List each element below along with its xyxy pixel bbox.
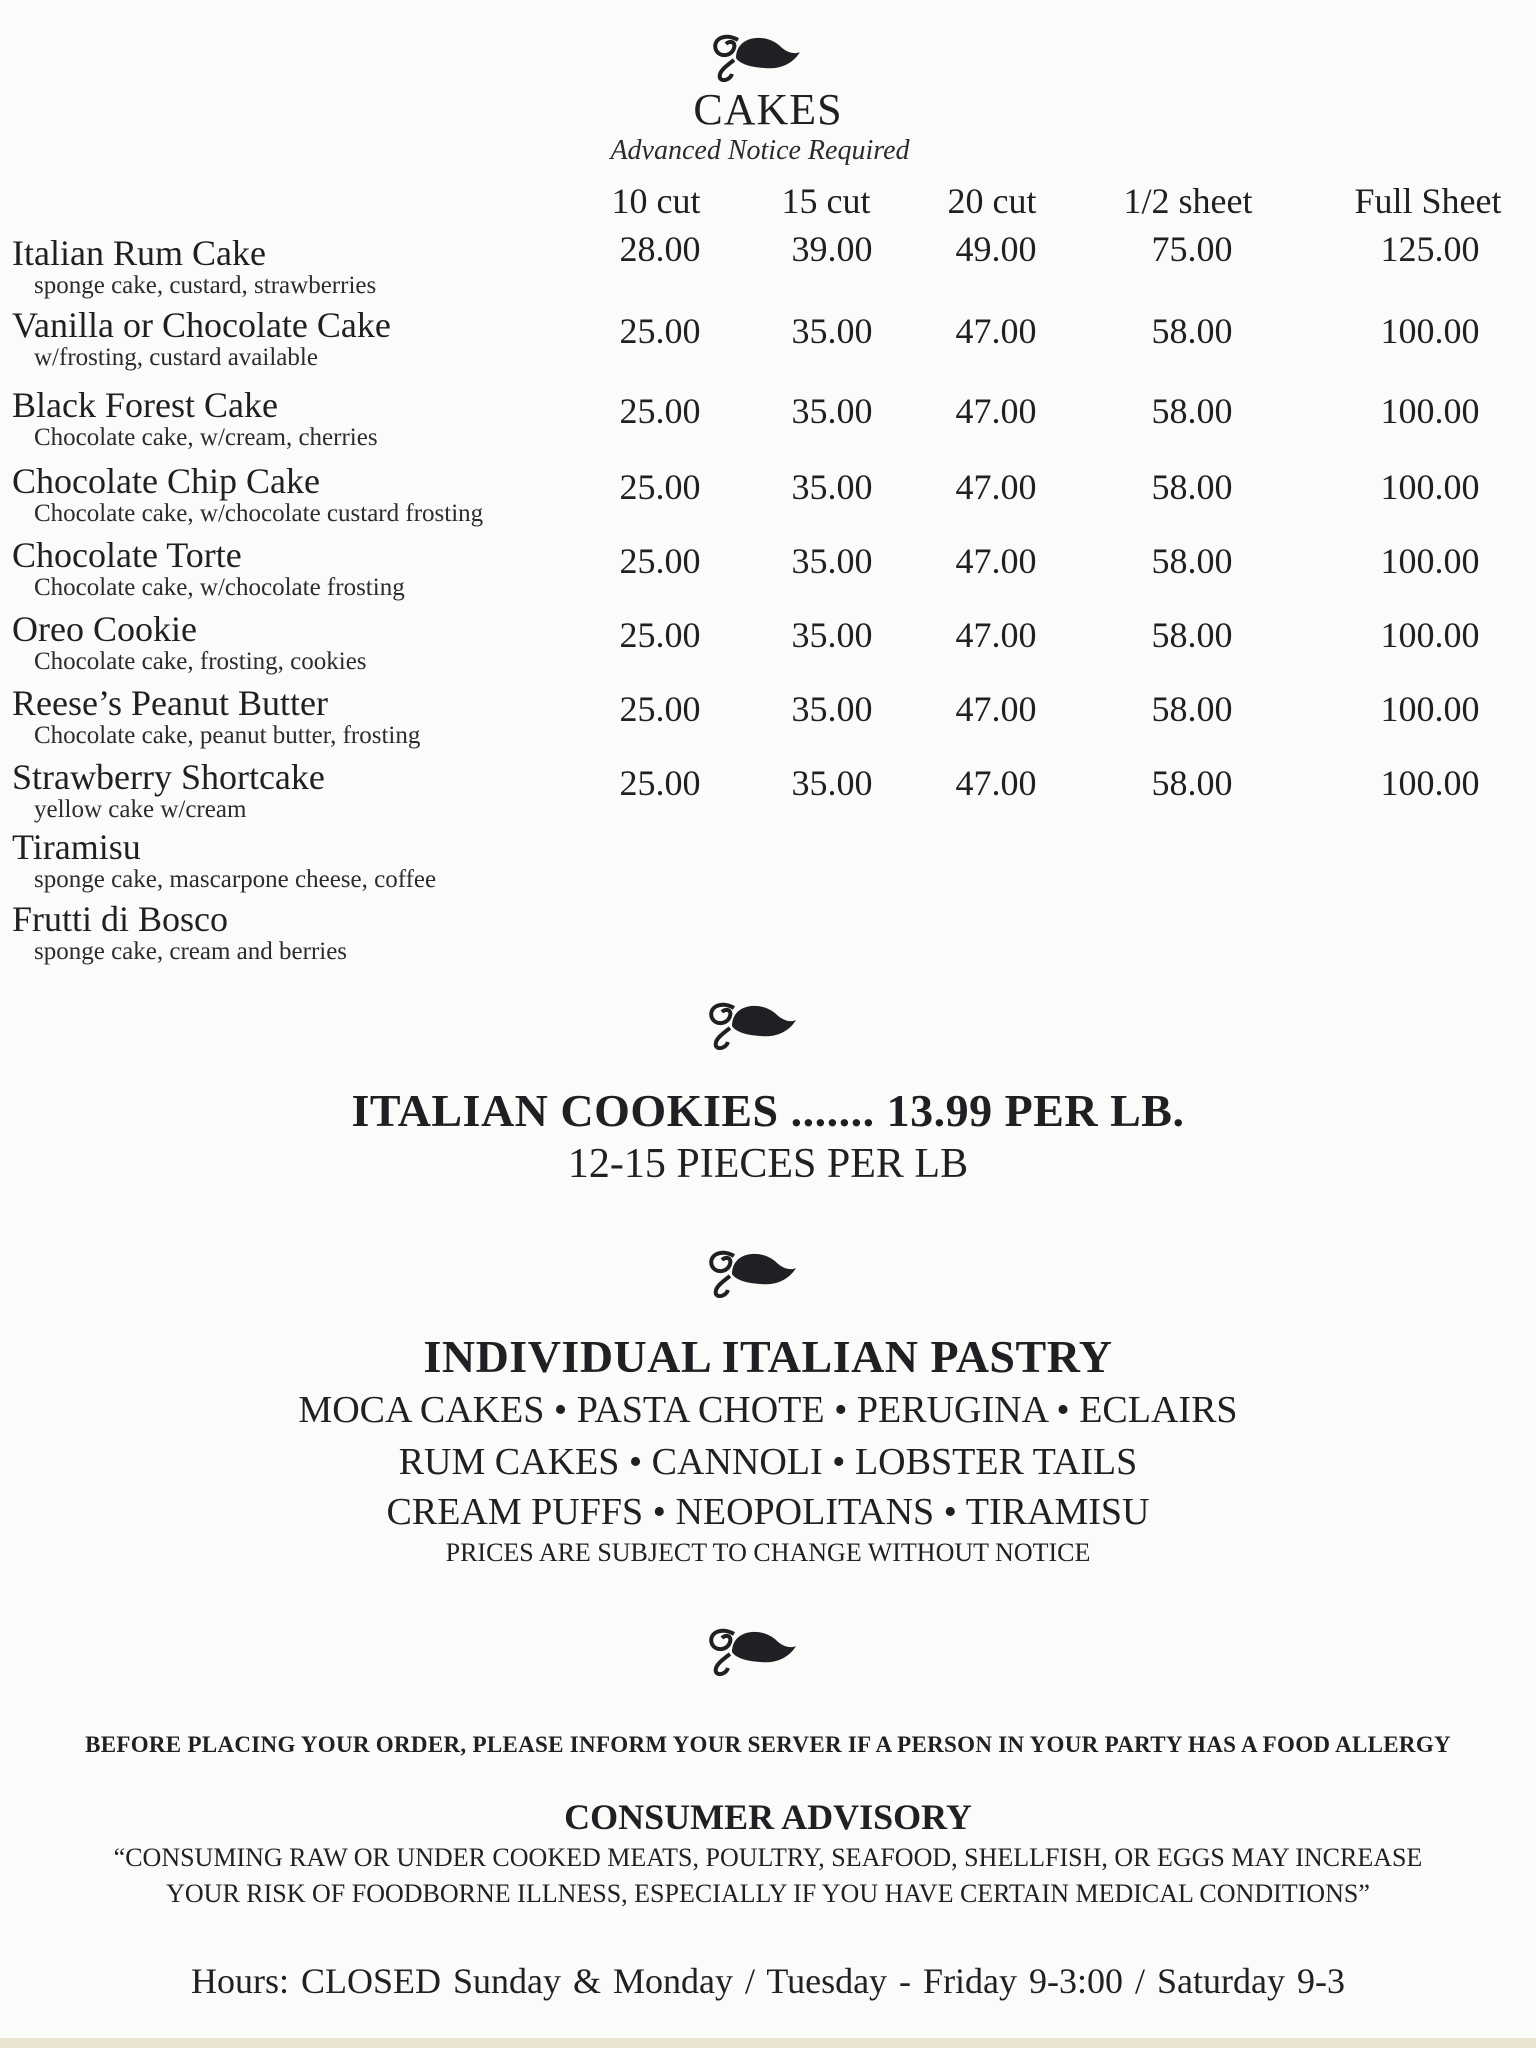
cake-price: 25.00	[619, 689, 701, 729]
leaf-ornament-icon	[702, 1616, 798, 1676]
cake-description: sponge cake, mascarpone cheese, coffee	[34, 866, 437, 893]
cake-name: Reese’s Peanut Butter	[12, 683, 328, 723]
cake-price: 25.00	[619, 541, 701, 581]
cake-description: w/frosting, custard available	[34, 344, 318, 371]
cake-price: 58.00	[1151, 615, 1233, 655]
italian-cookies-subtitle: 12-15 PIECES PER LB	[567, 1141, 969, 1187]
cake-price: 47.00	[955, 615, 1037, 655]
cake-price: 25.00	[619, 763, 701, 803]
cake-price: 58.00	[1151, 311, 1233, 351]
cake-price: 35.00	[791, 615, 873, 655]
cake-price: 35.00	[791, 689, 873, 729]
cake-price: 35.00	[791, 541, 873, 581]
cake-name: Vanilla or Chocolate Cake	[12, 305, 391, 345]
cake-price: 58.00	[1151, 391, 1233, 431]
cake-row	[0, 229, 1536, 306]
leaf-ornament-icon	[706, 22, 802, 82]
cake-price: 58.00	[1151, 541, 1233, 581]
cake-name: Strawberry Shortcake	[12, 757, 325, 797]
advisory-line: YOUR RISK OF FOODBORNE ILLNESS, ESPECIALLY IF YOU HAVE CERTAIN MEDICAL CONDITIONS”	[166, 1879, 1370, 1908]
size-header-half-sheet: 1/2 sheet	[1123, 181, 1253, 221]
cake-name: Chocolate Torte	[12, 535, 242, 575]
cake-row	[0, 608, 1536, 682]
cake-price: 35.00	[791, 391, 873, 431]
price-change-note: PRICES ARE SUBJECT TO CHANGE WITHOUT NOTICE	[445, 1538, 1091, 1567]
leaf-ornament-icon	[702, 1238, 798, 1298]
cake-price: 35.00	[791, 311, 873, 351]
cake-description: Chocolate cake, w/cream, cherries	[34, 424, 378, 451]
cake-row	[0, 304, 1536, 378]
cake-name: Frutti di Bosco	[12, 899, 229, 939]
size-header-15-cut: 15 cut	[781, 181, 871, 221]
cake-price: 25.00	[619, 467, 701, 507]
cake-price: 100.00	[1380, 467, 1480, 507]
consumer-advisory-title: CONSUMER ADVISORY	[564, 1797, 972, 1837]
business-hours: Hours: CLOSED Sunday & Monday / Tuesday - Friday 9-3:00 / Saturday 9-3	[191, 1961, 1345, 2001]
pastry-title: INDIVIDUAL ITALIAN PASTRY	[423, 1331, 1113, 1382]
cake-name: Oreo Cookie	[12, 609, 197, 649]
cake-row	[0, 460, 1536, 534]
cake-row	[0, 682, 1536, 756]
cake-price: 47.00	[955, 467, 1037, 507]
cake-price: 28.00	[619, 229, 701, 269]
cake-description: sponge cake, cream and berries	[34, 938, 348, 965]
cake-description: Chocolate cake, frosting, cookies	[34, 648, 367, 675]
cake-name: Chocolate Chip Cake	[12, 461, 320, 501]
cake-name: Black Forest Cake	[12, 385, 278, 425]
cake-description: Chocolate cake, peanut butter, frosting	[34, 722, 421, 749]
cake-price: 58.00	[1151, 763, 1233, 803]
consumer-advisory-text	[0, 1840, 1536, 1912]
cake-price: 47.00	[955, 541, 1037, 581]
allergy-notice: BEFORE PLACING YOUR ORDER, PLEASE INFORM YOUR SERVER IF A PERSON IN YOUR PARTY HAS A FOOD ALLERGY	[85, 1732, 1451, 1757]
cake-price: 47.00	[955, 689, 1037, 729]
cake-row	[0, 534, 1536, 608]
cake-row	[0, 756, 1536, 830]
cake-price: 47.00	[955, 311, 1037, 351]
italian-cookies-title: ITALIAN COOKIES ....... 13.99 PER LB.	[351, 1085, 1185, 1136]
cakes-subtitle: Advanced Notice Required	[610, 135, 910, 166]
cake-name: Italian Rum Cake	[12, 233, 266, 273]
size-header-full-sheet: Full Sheet	[1354, 181, 1502, 221]
cake-name: Tiramisu	[12, 827, 141, 867]
cake-price: 100.00	[1380, 615, 1480, 655]
size-header-10-cut: 10 cut	[611, 181, 701, 221]
cake-price: 100.00	[1380, 311, 1480, 351]
cake-description: Chocolate cake, w/chocolate custard frosting	[34, 500, 484, 527]
cake-price: 75.00	[1151, 229, 1233, 269]
cake-price: 47.00	[955, 763, 1037, 803]
cake-row	[0, 898, 1536, 972]
page-edge	[0, 2038, 1536, 2048]
pastry-line: MOCA CAKES • PASTA CHOTE • PERUGINA • ECLAIRS	[298, 1389, 1238, 1431]
cakes-title: CAKES	[693, 85, 843, 134]
cake-price: 47.00	[955, 391, 1037, 431]
pastry-line: CREAM PUFFS • NEOPOLITANS • TIRAMISU	[386, 1491, 1150, 1533]
cake-description: yellow cake w/cream	[34, 796, 247, 823]
cake-price: 25.00	[619, 615, 701, 655]
cake-row	[0, 384, 1536, 458]
size-header-20-cut: 20 cut	[947, 181, 1037, 221]
advisory-line: “CONSUMING RAW OR UNDER COOKED MEATS, POULTRY, SEAFOOD, SHELLFISH, OR EGGS MAY INCREASE	[113, 1843, 1423, 1872]
cake-price: 100.00	[1380, 541, 1480, 581]
cake-price: 58.00	[1151, 467, 1233, 507]
cake-description: sponge cake, custard, strawberries	[34, 272, 377, 299]
cake-price: 39.00	[791, 229, 873, 269]
cake-price: 58.00	[1151, 689, 1233, 729]
cake-description: Chocolate cake, w/chocolate frosting	[34, 574, 405, 601]
cake-price: 125.00	[1380, 229, 1480, 269]
cake-price: 25.00	[619, 311, 701, 351]
cake-price: 100.00	[1380, 763, 1480, 803]
cake-price: 49.00	[955, 229, 1037, 269]
cake-price: 35.00	[791, 467, 873, 507]
pastry-line: RUM CAKES • CANNOLI • LOBSTER TAILS	[398, 1441, 1138, 1483]
leaf-ornament-icon	[702, 990, 798, 1050]
cake-row	[0, 826, 1536, 900]
cake-price: 35.00	[791, 763, 873, 803]
cake-price: 25.00	[619, 391, 701, 431]
cake-price: 100.00	[1380, 689, 1480, 729]
cake-price: 100.00	[1380, 391, 1480, 431]
